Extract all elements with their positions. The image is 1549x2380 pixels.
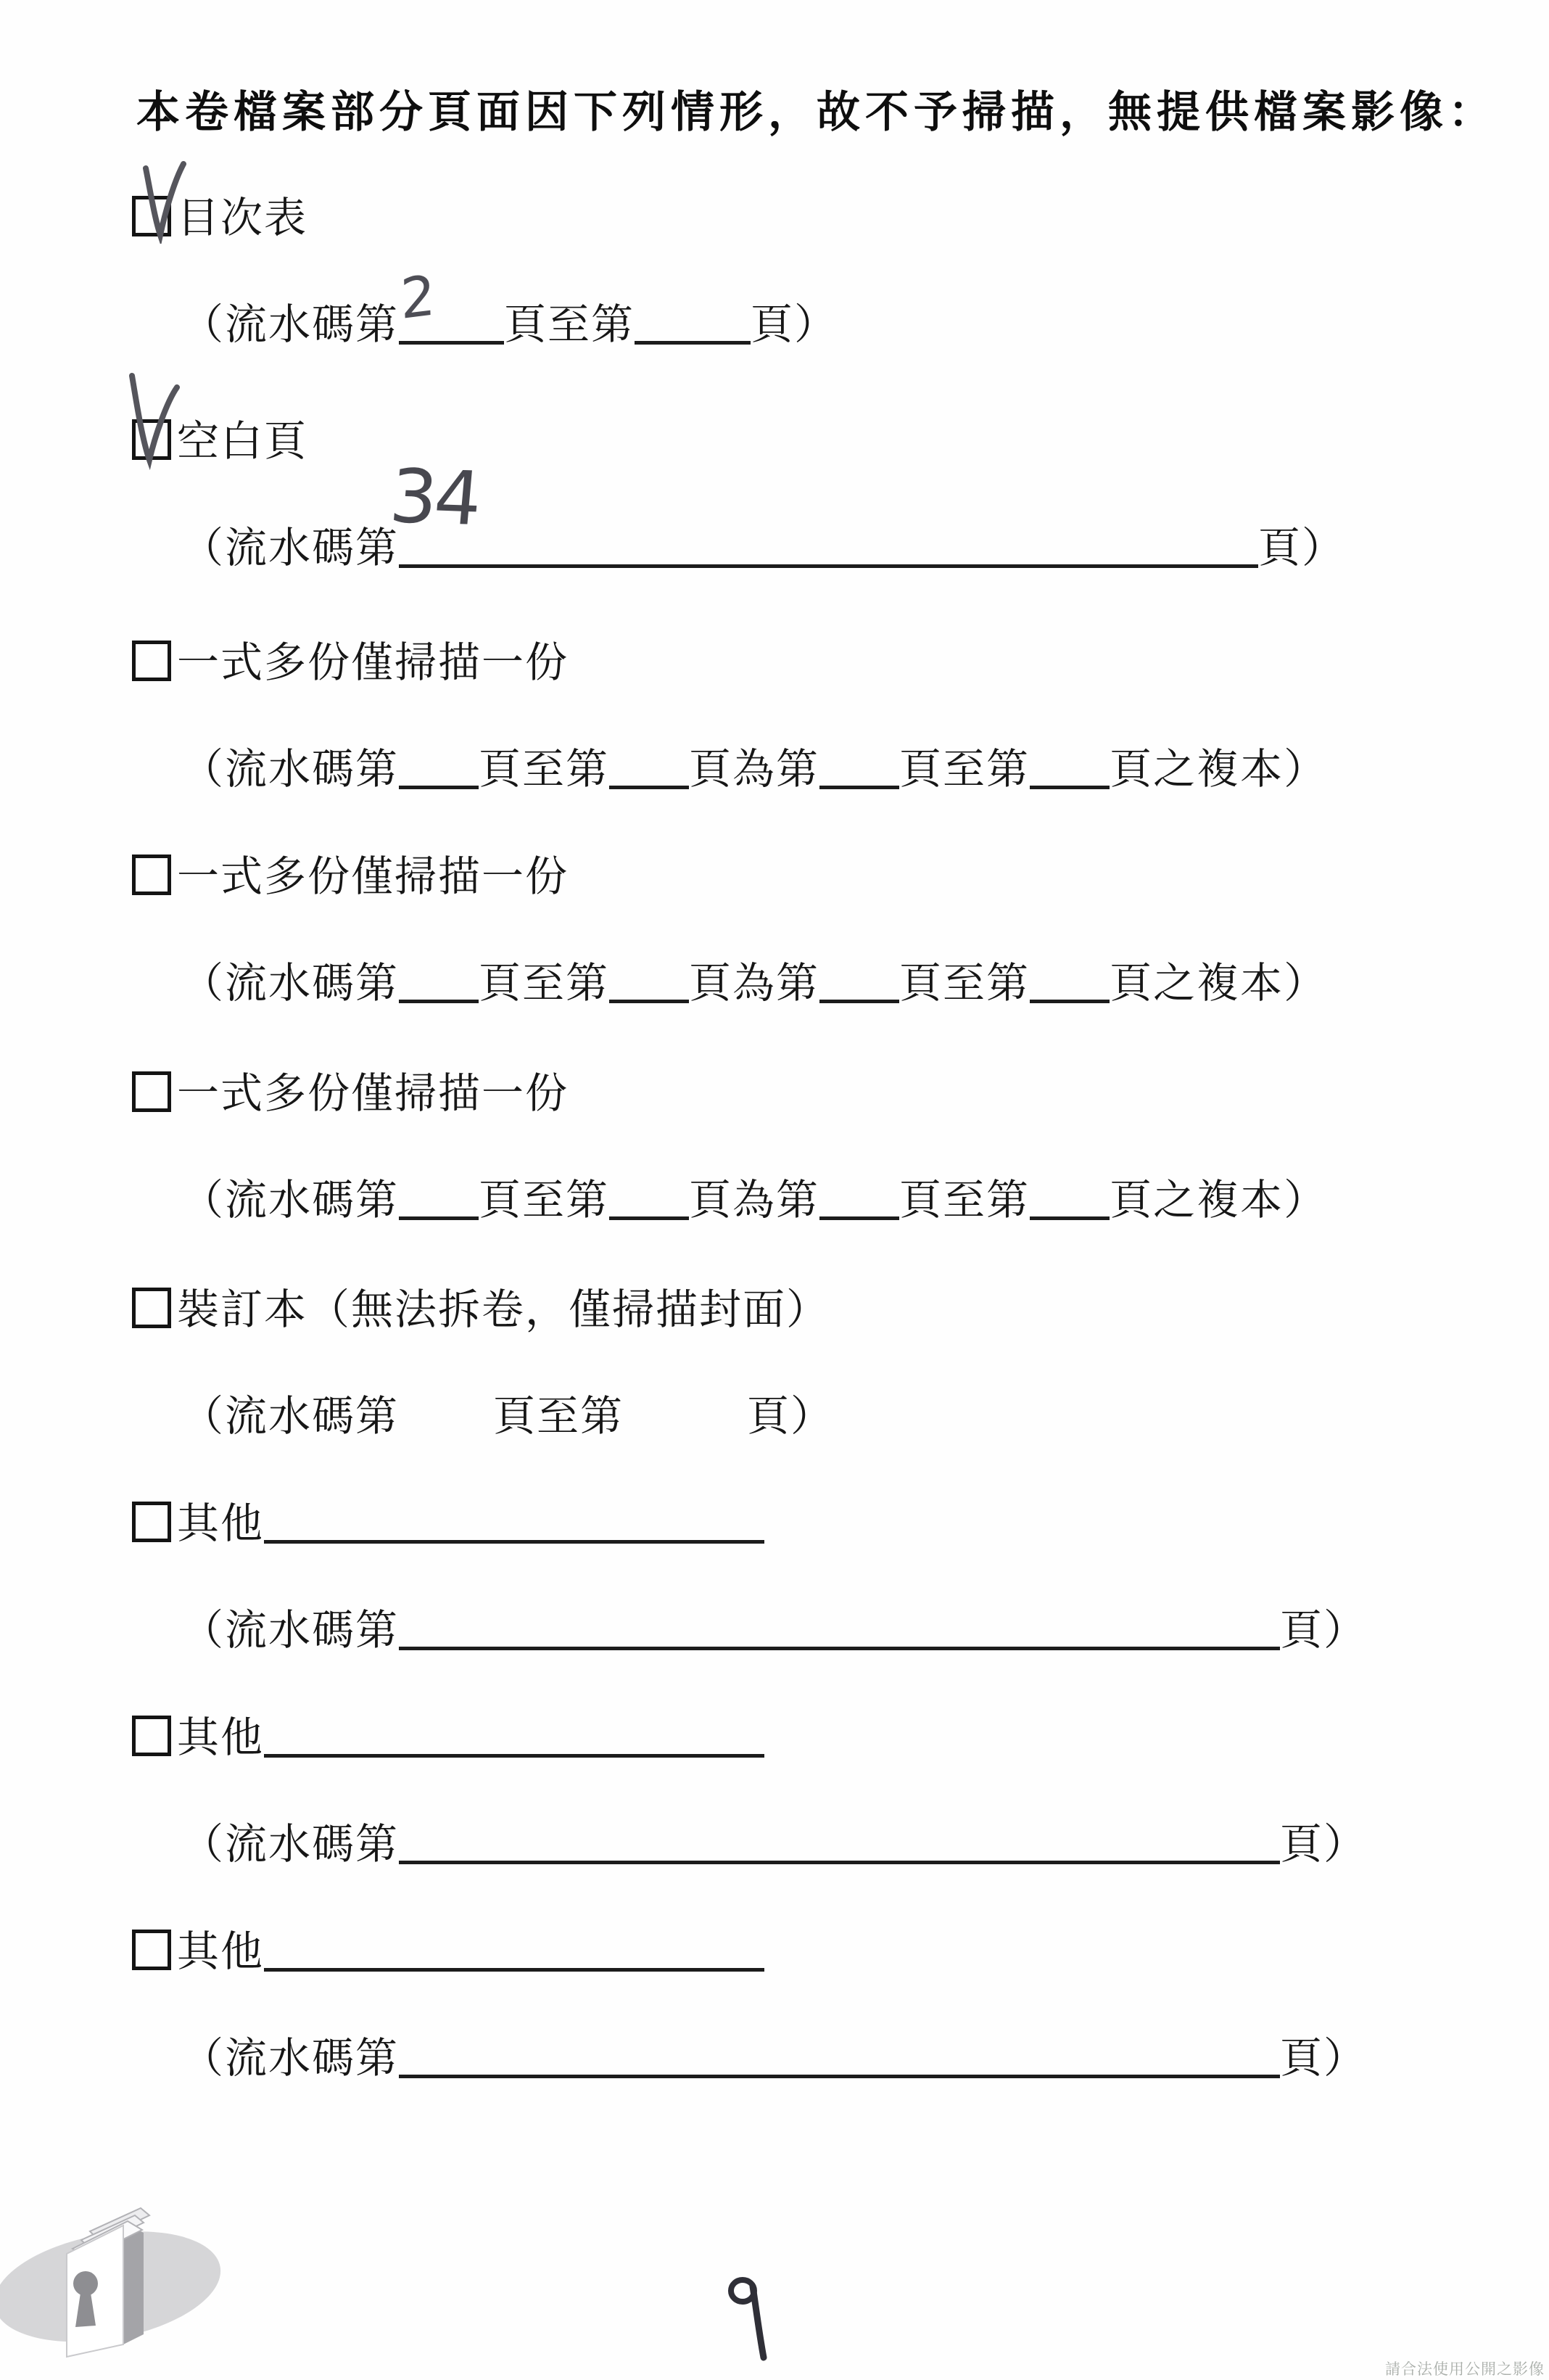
blank-line xyxy=(399,1208,479,1220)
checkbox-other-1 xyxy=(132,1502,171,1542)
detail-text: （流水碼第 xyxy=(181,1605,400,1655)
item-label: 空白頁 xyxy=(177,416,308,466)
checkbox-bound-volume xyxy=(132,1288,171,1328)
blank-line xyxy=(635,332,751,345)
detail-other-2 xyxy=(181,1819,1368,1869)
blank-line xyxy=(609,777,689,789)
detail-text: 頁至第 xyxy=(504,300,635,349)
blank-line xyxy=(264,1959,764,1972)
detail-text: （流水碼第 xyxy=(181,1819,400,1869)
detail-duplicate-3 xyxy=(181,1175,1328,1224)
item-label: 目次表 xyxy=(177,193,308,242)
blank-space xyxy=(624,1423,747,1430)
blank-line xyxy=(399,777,479,789)
detail-text: 頁至第 xyxy=(479,1175,610,1224)
detail-text: 頁至第 xyxy=(899,958,1030,1008)
detail-text: 頁之複本） xyxy=(1110,744,1328,794)
archives-logo-icon xyxy=(0,2185,239,2378)
detail-text: 頁） xyxy=(1258,523,1346,572)
detail-text: 頁至第 xyxy=(479,744,610,794)
detail-text: 頁為第 xyxy=(689,958,820,1008)
blank-line xyxy=(819,991,899,1003)
blank-line xyxy=(264,1531,764,1544)
blank-line xyxy=(609,1208,689,1220)
detail-duplicate-2 xyxy=(181,958,1328,1008)
detail-text: 頁） xyxy=(1280,2033,1368,2083)
item-row-bound-volume xyxy=(132,1285,830,1334)
detail-text: （流水碼第 xyxy=(181,2033,400,2083)
handwritten-checkmark-icon xyxy=(139,158,191,244)
item-row-other-2 xyxy=(132,1713,764,1762)
detail-other-1 xyxy=(181,1605,1368,1655)
form-title: 本卷檔案部分頁面因下列情形，故不予掃描，無提供檔案影像： xyxy=(136,87,1497,138)
blank-line xyxy=(399,1852,1280,1864)
checkbox-other-3 xyxy=(132,1930,171,1970)
detail-text: 頁至第 xyxy=(899,1175,1030,1224)
detail-text: （流水碼第 xyxy=(181,744,400,794)
detail-duplicate-1 xyxy=(181,744,1328,794)
logo-book-spine xyxy=(123,2223,144,2344)
item-label: 一式多份僅掃描一份 xyxy=(177,638,569,687)
item-label: 其他 xyxy=(177,1927,265,1976)
checkbox-duplicate-2 xyxy=(132,855,171,895)
blank-line xyxy=(1030,777,1110,789)
checkbox-duplicate-1 xyxy=(132,641,171,681)
item-label: 其他 xyxy=(177,1713,265,1762)
blank-line xyxy=(264,1745,764,1758)
handwritten-page-number xyxy=(719,2269,792,2363)
handwritten-blank-pages: 34 xyxy=(386,453,482,543)
blank-line xyxy=(399,991,479,1003)
blank-line xyxy=(399,2066,1280,2078)
detail-text: 頁至第 xyxy=(479,958,610,1008)
detail-text: （流水碼第 xyxy=(181,300,400,349)
blank-line xyxy=(399,1638,1280,1650)
detail-text: 頁至第 xyxy=(899,744,1030,794)
detail-text: 頁為第 xyxy=(689,1175,820,1224)
detail-text: 頁） xyxy=(1280,1605,1368,1655)
item-label: 其他 xyxy=(177,1499,265,1548)
watermark-text: 請合法使用公開之影像 xyxy=(1385,2360,1545,2378)
detail-text: 頁為第 xyxy=(689,744,820,794)
item-label: 一式多份僅掃描一份 xyxy=(177,852,569,901)
blank-line xyxy=(1030,1208,1110,1220)
detail-text: （流水碼第 xyxy=(181,958,400,1008)
detail-text: （流水碼第 xyxy=(181,1175,400,1224)
detail-text: 頁至第 xyxy=(493,1391,624,1441)
detail-toc-range xyxy=(181,300,838,349)
detail-blank-pages xyxy=(181,523,1346,572)
item-row-duplicate-3 xyxy=(132,1068,569,1118)
item-row-other-1 xyxy=(132,1499,764,1548)
checkbox-other-2 xyxy=(132,1716,171,1756)
detail-bound-volume xyxy=(181,1391,835,1441)
handwritten-toc-start-page: 2 xyxy=(399,262,437,332)
blank-line xyxy=(399,332,504,345)
item-row-duplicate-1 xyxy=(132,638,569,687)
detail-other-3 xyxy=(181,2033,1368,2083)
blank-space xyxy=(399,1423,493,1430)
blank-line xyxy=(399,556,1258,568)
blank-line xyxy=(609,991,689,1003)
detail-text: 頁） xyxy=(1280,1819,1368,1869)
item-row-duplicate-2 xyxy=(132,852,569,901)
checkbox-duplicate-3 xyxy=(132,1071,171,1112)
detail-text: （流水碼第 xyxy=(181,523,400,572)
item-row-other-3 xyxy=(132,1927,764,1976)
item-label: 一式多份僅掃描一份 xyxy=(177,1068,569,1118)
detail-text: 頁之複本） xyxy=(1110,958,1328,1008)
detail-text: 頁之複本） xyxy=(1110,1175,1328,1224)
handwritten-checkmark-icon xyxy=(122,368,187,470)
blank-line xyxy=(1030,991,1110,1003)
blank-line xyxy=(819,1208,899,1220)
detail-text: 頁） xyxy=(751,300,838,349)
item-label: 裝訂本（無法拆卷，僅掃描封面） xyxy=(177,1285,830,1334)
detail-text: （流水碼第 xyxy=(181,1391,400,1441)
detail-text: 頁） xyxy=(747,1391,835,1441)
blank-line xyxy=(819,777,899,789)
